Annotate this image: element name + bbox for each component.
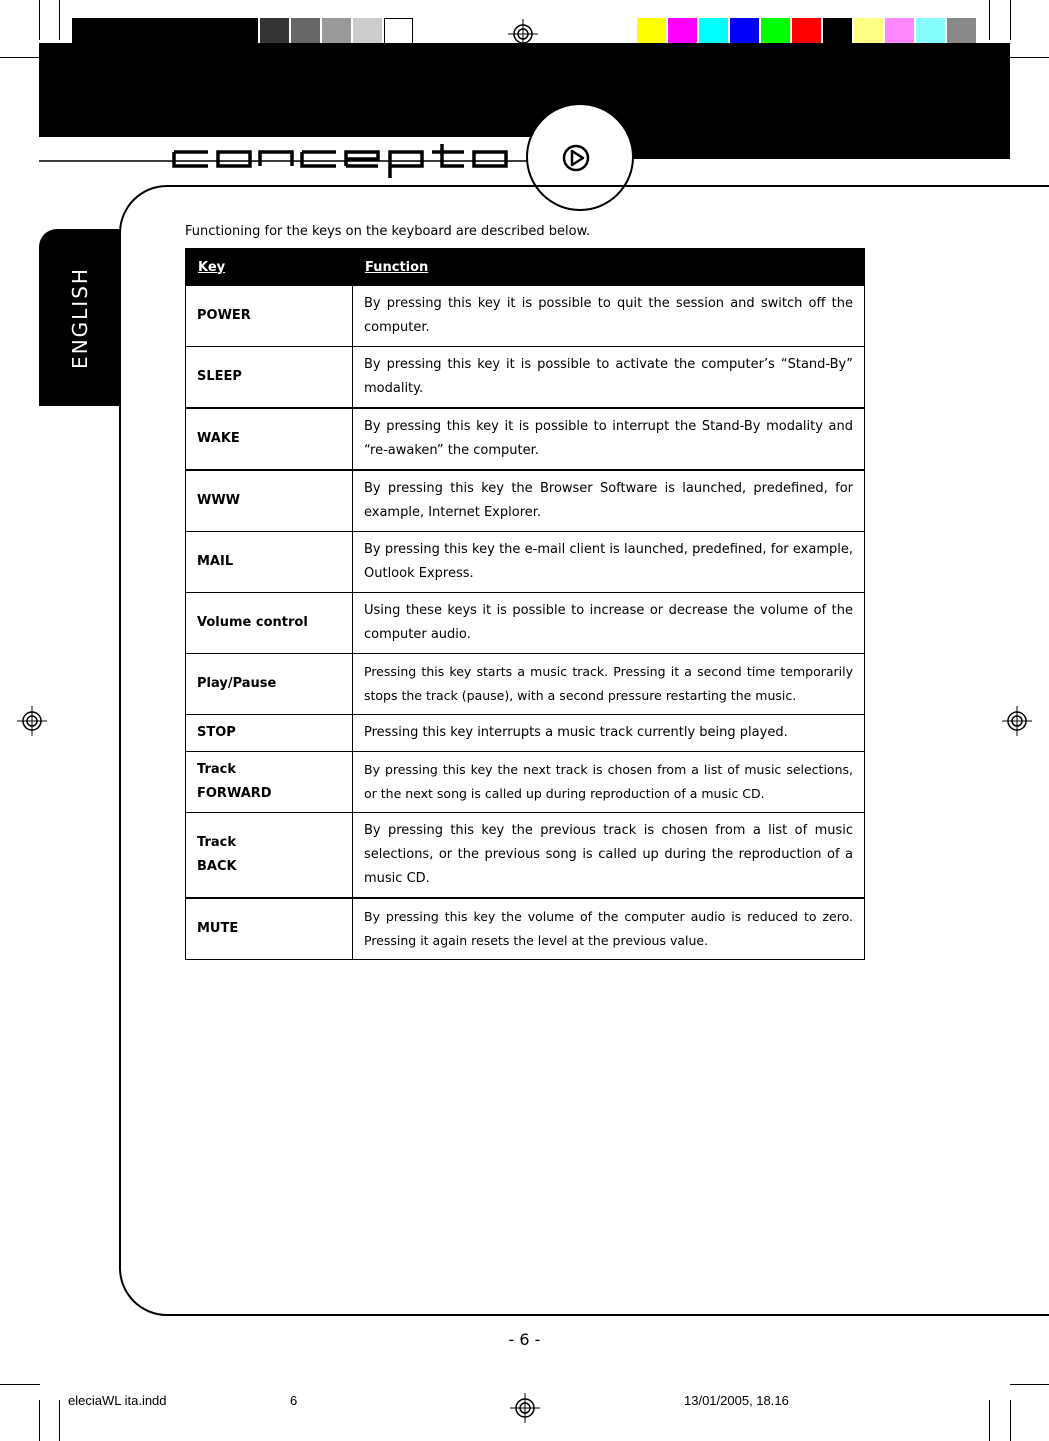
swatch-blue	[730, 18, 759, 44]
swatch-gray-20	[353, 18, 382, 44]
language-label: ENGLISH	[67, 266, 92, 369]
function-cell: Using these keys it is possible to increase or decrease the volume of the computer audio.	[353, 593, 865, 654]
swatch-gray-40	[322, 18, 351, 44]
swatch-gray-80	[260, 18, 289, 44]
page-number: - 6 -	[508, 1330, 541, 1349]
key-cell: Volume control	[186, 593, 353, 654]
crop-mark	[1010, 1384, 1049, 1385]
swatch-white	[384, 18, 413, 44]
swatch-red	[792, 18, 821, 44]
language-tab	[39, 229, 120, 406]
key-cell: POWER	[186, 286, 353, 347]
crop-mark	[0, 1384, 40, 1385]
function-cell: By pressing this key the e-mail client is launched, predefined, for example, Outlook Express.	[353, 532, 865, 593]
key-line-2: BACK	[197, 859, 237, 874]
table-row	[186, 532, 865, 593]
table-header-row	[186, 249, 865, 286]
key-cell: STOP	[186, 715, 353, 752]
table-row	[186, 752, 865, 813]
concepto-logo-icon	[170, 140, 530, 180]
function-cell: By pressing this key it is possible to interrupt the Stand-By modality and “re-awaken” the computer.	[353, 408, 865, 470]
intro-text: Functioning for the keys on the keyboard are described below.	[185, 224, 591, 239]
swatch-light-yellow	[854, 18, 883, 44]
swatch-black-2	[823, 18, 852, 44]
crop-mark	[59, 1400, 60, 1441]
function-cell: By pressing this key the volume of the computer audio is reduced to zero. Pressing it again resets the level at the previous value.	[353, 898, 865, 960]
header-key	[186, 249, 353, 286]
table-row	[186, 898, 865, 960]
function-cell: By pressing this key the Browser Software is launched, predefined, for example, Internet Explorer.	[353, 470, 865, 532]
slug-datetime: 13/01/2005, 18.16	[684, 1393, 789, 1408]
swatch-gray-60	[291, 18, 320, 44]
swatch-magenta	[668, 18, 697, 44]
header-function-label: Function	[365, 259, 429, 275]
function-cell: By pressing this key it is possible to activate the computer’s “Stand-By” modality.	[353, 347, 865, 409]
swatch-light-cyan	[916, 18, 945, 44]
crop-mark	[0, 57, 40, 58]
header-key-label: Key	[198, 259, 226, 275]
swatch-cyan	[699, 18, 728, 44]
slug-filename: eleciaWL ita.indd	[68, 1393, 167, 1408]
registration-mark-icon	[17, 706, 47, 736]
swatch-green	[761, 18, 790, 44]
function-cell: By pressing this key the previous track is chosen from a list of music selections, or the previous song is called up during the reproduction of a music CD.	[353, 813, 865, 899]
crop-mark	[39, 0, 40, 40]
keys-table	[185, 248, 865, 960]
header-function	[353, 249, 865, 286]
key-cell	[186, 813, 353, 899]
key-cell: MAIL	[186, 532, 353, 593]
swatch-black	[72, 18, 258, 44]
crop-mark	[989, 0, 990, 40]
key-cell: WAKE	[186, 408, 353, 470]
table-row	[186, 347, 865, 409]
table-row	[186, 408, 865, 470]
crop-mark	[1010, 57, 1049, 58]
swatch-yellow	[637, 18, 666, 44]
swatch-gray-50	[947, 18, 976, 44]
key-line-2: FORWARD	[197, 786, 272, 801]
table-row	[186, 470, 865, 532]
play-icon	[562, 144, 590, 172]
crop-mark	[1010, 0, 1011, 40]
slug-page: 6	[290, 1393, 298, 1408]
brand-logo	[170, 140, 530, 184]
table-row	[186, 286, 865, 347]
registration-mark-icon	[510, 1393, 540, 1423]
key-cell: MUTE	[186, 898, 353, 960]
table-row	[186, 813, 865, 899]
function-cell: By pressing this key it is possible to quit the session and switch off the computer.	[353, 286, 865, 347]
crop-mark	[39, 1400, 40, 1441]
function-cell: Pressing this key starts a music track. Pressing it a second time temporarily stops the track (pause), with a second pressure restarting the music.	[353, 654, 865, 715]
key-line-1: Track	[197, 835, 236, 850]
crop-mark	[59, 0, 60, 40]
key-cell	[186, 752, 353, 813]
key-line-1: Track	[197, 762, 236, 777]
key-cell: Play/Pause	[186, 654, 353, 715]
function-cell: Pressing this key interrupts a music track currently being played.	[353, 715, 865, 752]
table-row	[186, 654, 865, 715]
function-cell: By pressing this key the next track is chosen from a list of music selections, or the next song is called up during reproduction of a music CD.	[353, 752, 865, 813]
table-row	[186, 715, 865, 752]
crop-mark	[989, 1400, 990, 1441]
key-cell: WWW	[186, 470, 353, 532]
key-cell: SLEEP	[186, 347, 353, 409]
table-row	[186, 593, 865, 654]
swatch-light-magenta	[885, 18, 914, 44]
crop-mark	[1010, 1400, 1011, 1441]
